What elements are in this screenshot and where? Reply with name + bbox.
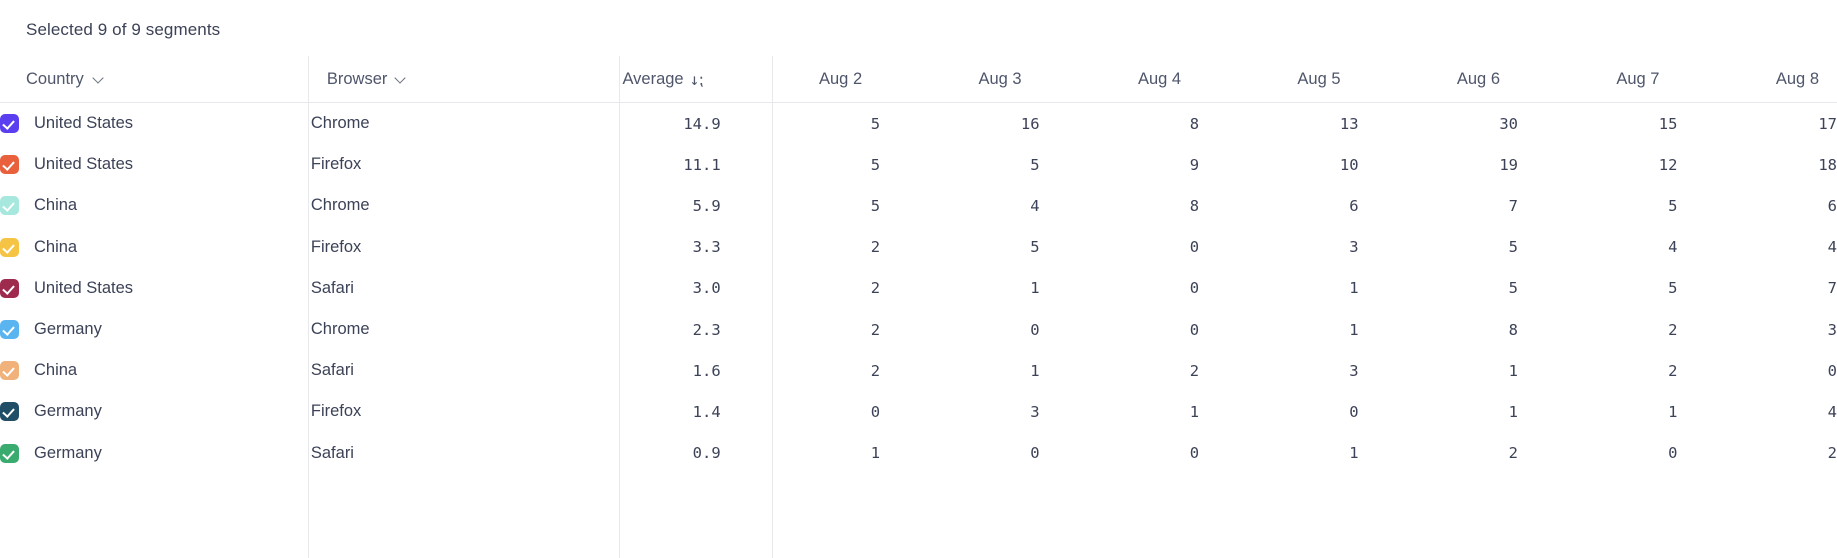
cell-day-value: 0	[1349, 402, 1359, 421]
chevron-down-icon[interactable]	[94, 73, 105, 84]
cell-country	[0, 227, 311, 268]
cell-day-value: 0	[1189, 279, 1200, 298]
cell-day-value: 1	[1508, 361, 1518, 380]
country-label: China	[34, 196, 78, 215]
sort-descending-icon[interactable]: ↓⁏	[689, 69, 703, 89]
checkbox-checked-icon[interactable]	[0, 114, 19, 133]
column-header-day[interactable]	[880, 56, 1039, 103]
cell-browser	[311, 350, 551, 391]
cell-day-value: 5	[1668, 196, 1678, 215]
cell-day-value: 17	[1818, 114, 1837, 133]
cell-day-value: 3	[1349, 238, 1359, 257]
cell-day-value: 2	[1668, 320, 1678, 339]
cell-day-value: 4	[1827, 402, 1837, 421]
cell-day-value: 10	[1339, 155, 1359, 174]
country-label: Germany	[34, 320, 102, 339]
cell-day-value: 9	[1189, 155, 1200, 174]
cell-day-value: 2	[870, 279, 881, 298]
cell-day-value: 2	[870, 361, 881, 380]
selection-status-label: Selected 9 of 9 segments	[26, 20, 221, 39]
cell-day-value: 1	[1349, 444, 1359, 463]
cell-day-value: 0	[1189, 238, 1200, 257]
cell-day-value: 2	[1508, 444, 1518, 463]
cell-day-value: 1	[1508, 402, 1518, 421]
country-label: United States	[34, 155, 134, 174]
cell-day-value: 2	[870, 238, 881, 257]
checkbox-checked-icon[interactable]	[0, 444, 19, 463]
cell-average: 11.1	[683, 155, 721, 174]
column-header-browser[interactable]	[311, 56, 551, 103]
cell-country	[0, 268, 311, 309]
browser-label: Safari	[310, 443, 354, 462]
cell-day-value: 5	[870, 196, 881, 215]
cell-country	[0, 391, 311, 432]
cell-day-value: 0	[1189, 444, 1200, 463]
column-header-day[interactable]	[1518, 56, 1677, 103]
column-header-day-label: Aug 8	[1775, 69, 1819, 88]
cell-day-value: 0	[1030, 320, 1040, 339]
cell-day-value: 0	[870, 402, 881, 421]
cell-average: 3.0	[692, 279, 721, 298]
cell-browser	[311, 227, 551, 268]
cell-day-value: 5	[1030, 155, 1040, 174]
browser-label: Chrome	[310, 196, 370, 215]
cell-day-value: 1	[1668, 402, 1678, 421]
table-body	[0, 103, 1837, 474]
cell-day-value: 5	[1508, 238, 1518, 257]
cell-country	[0, 350, 311, 391]
cell-average: 1.4	[692, 402, 721, 421]
cell-day-value: 13	[1339, 114, 1359, 133]
cell-day-value: 0	[1030, 444, 1040, 463]
column-header-day-label: Aug 3	[978, 69, 1022, 88]
column-header-country-label: Country	[26, 69, 84, 88]
browser-label: Firefox	[310, 402, 362, 421]
cell-day-value: 8	[1508, 320, 1518, 339]
country-cell	[0, 155, 311, 174]
country-cell	[0, 444, 311, 463]
cell-browser	[311, 391, 551, 432]
country-label: Germany	[34, 402, 102, 421]
table-row[interactable]	[0, 185, 1837, 226]
country-label: United States	[34, 114, 134, 133]
cell-day-value: 5	[1030, 238, 1040, 257]
cell-day-value: 0	[1668, 444, 1678, 463]
browser-label: Safari	[310, 361, 354, 380]
cell-day-value: 15	[1658, 114, 1678, 133]
column-header-average-label: Average	[622, 69, 684, 88]
country-cell	[0, 238, 311, 257]
column-header-browser-label: Browser	[326, 69, 388, 88]
cell-day-value: 18	[1818, 155, 1837, 174]
country-label: United States	[34, 278, 134, 297]
checkbox-checked-icon[interactable]	[0, 320, 19, 339]
table-row[interactable]	[0, 144, 1837, 185]
cell-browser	[311, 185, 551, 226]
browser-label: Firefox	[310, 237, 362, 256]
checkbox-checked-icon[interactable]	[0, 196, 19, 215]
country-label: China	[34, 361, 78, 380]
cell-country	[0, 309, 311, 350]
cell-average: 2.3	[692, 320, 721, 339]
country-label: Germany	[34, 443, 102, 462]
cell-day-value: 12	[1658, 155, 1678, 174]
cell-day-value: 7	[1827, 279, 1837, 298]
column-header-day[interactable]	[1040, 56, 1199, 103]
cell-day-value: 5	[870, 155, 881, 174]
cell-day-value: 1	[1349, 320, 1359, 339]
cell-day-value: 5	[1668, 279, 1678, 298]
cell-country	[0, 185, 311, 226]
cell-day-value: 0	[1827, 361, 1837, 380]
cell-day-value: 1	[870, 444, 881, 463]
table-header	[0, 56, 1837, 103]
country-cell	[0, 361, 311, 380]
browser-label: Safari	[310, 278, 354, 297]
country-cell	[0, 279, 311, 298]
cell-day-value: 19	[1499, 155, 1518, 174]
cell-day-value: 6	[1349, 196, 1359, 215]
cell-day-value: 8	[1189, 196, 1200, 215]
cell-day-value: 1	[1030, 361, 1040, 380]
cell-average: 3.3	[692, 238, 721, 257]
country-cell	[0, 320, 311, 339]
cell-country	[0, 433, 311, 474]
table-row[interactable]	[0, 433, 1837, 474]
cell-browser	[311, 309, 551, 350]
cell-day-value: 1	[1349, 279, 1359, 298]
cell-day-value: 4	[1030, 196, 1040, 215]
chevron-down-icon[interactable]	[396, 73, 407, 84]
cell-day-value: 3	[1349, 361, 1359, 380]
cell-browser	[311, 268, 551, 309]
country-cell	[0, 114, 311, 133]
cell-day-value: 16	[1020, 114, 1040, 133]
column-header-day[interactable]	[1199, 56, 1358, 103]
header-row	[0, 56, 1837, 103]
column-header-day-label: Aug 4	[1137, 69, 1182, 88]
column-header-day-label: Aug 7	[1616, 69, 1660, 88]
column-header-day-label: Aug 6	[1456, 69, 1500, 88]
cell-average: 1.6	[692, 361, 721, 380]
cell-day-value: 5	[870, 114, 881, 133]
browser-label: Chrome	[310, 114, 370, 133]
country-cell	[0, 196, 311, 215]
column-header-country[interactable]	[0, 56, 311, 103]
cell-day-value: 4	[1827, 238, 1837, 257]
column-header-day[interactable]	[1677, 56, 1837, 103]
browser-label: Chrome	[310, 320, 370, 339]
table-row[interactable]	[0, 227, 1837, 268]
checkbox-checked-icon[interactable]	[0, 279, 19, 298]
cell-day-value: 3	[1030, 402, 1040, 421]
country-label: China	[34, 237, 78, 256]
column-header-day-label: Aug 2	[819, 69, 863, 88]
cell-day-value: 7	[1508, 196, 1518, 215]
table-row[interactable]	[0, 268, 1837, 309]
cell-browser	[311, 103, 551, 145]
cell-day-value: 2	[1189, 361, 1200, 380]
checkbox-checked-icon[interactable]	[0, 361, 19, 380]
segments-table	[0, 56, 1837, 474]
cell-day-value: 30	[1499, 114, 1518, 133]
cell-day-value: 3	[1827, 320, 1837, 339]
checkbox-checked-icon[interactable]	[0, 155, 19, 174]
checkbox-checked-icon[interactable]	[0, 402, 19, 421]
cell-day-value: 6	[1827, 196, 1837, 215]
table-row[interactable]	[0, 391, 1837, 432]
table-row[interactable]	[0, 309, 1837, 350]
column-header-average[interactable]	[551, 56, 721, 103]
cell-day-value: 5	[1508, 279, 1518, 298]
cell-country	[0, 103, 311, 145]
cell-average: 0.9	[692, 444, 721, 463]
cell-day-value: 4	[1668, 238, 1678, 257]
column-header-day[interactable]	[1359, 56, 1518, 103]
table-row[interactable]	[0, 350, 1837, 391]
column-header-day[interactable]	[721, 56, 880, 103]
cell-browser	[311, 144, 551, 185]
cell-country	[0, 144, 311, 185]
cell-average: 14.9	[683, 114, 721, 133]
cell-day-value: 1	[1030, 279, 1040, 298]
cell-day-value: 2	[870, 320, 881, 339]
country-cell	[0, 402, 311, 421]
cell-browser	[311, 433, 551, 474]
cell-day-value: 8	[1189, 114, 1200, 133]
table-row[interactable]	[0, 103, 1837, 145]
cell-day-value: 2	[1827, 444, 1837, 463]
column-header-day-label: Aug 5	[1297, 69, 1341, 88]
cell-day-value: 2	[1668, 361, 1678, 380]
checkbox-checked-icon[interactable]	[0, 238, 19, 257]
cell-average: 5.9	[692, 196, 721, 215]
browser-label: Firefox	[310, 155, 362, 174]
cell-day-value: 0	[1189, 320, 1200, 339]
cell-day-value: 1	[1189, 402, 1200, 421]
